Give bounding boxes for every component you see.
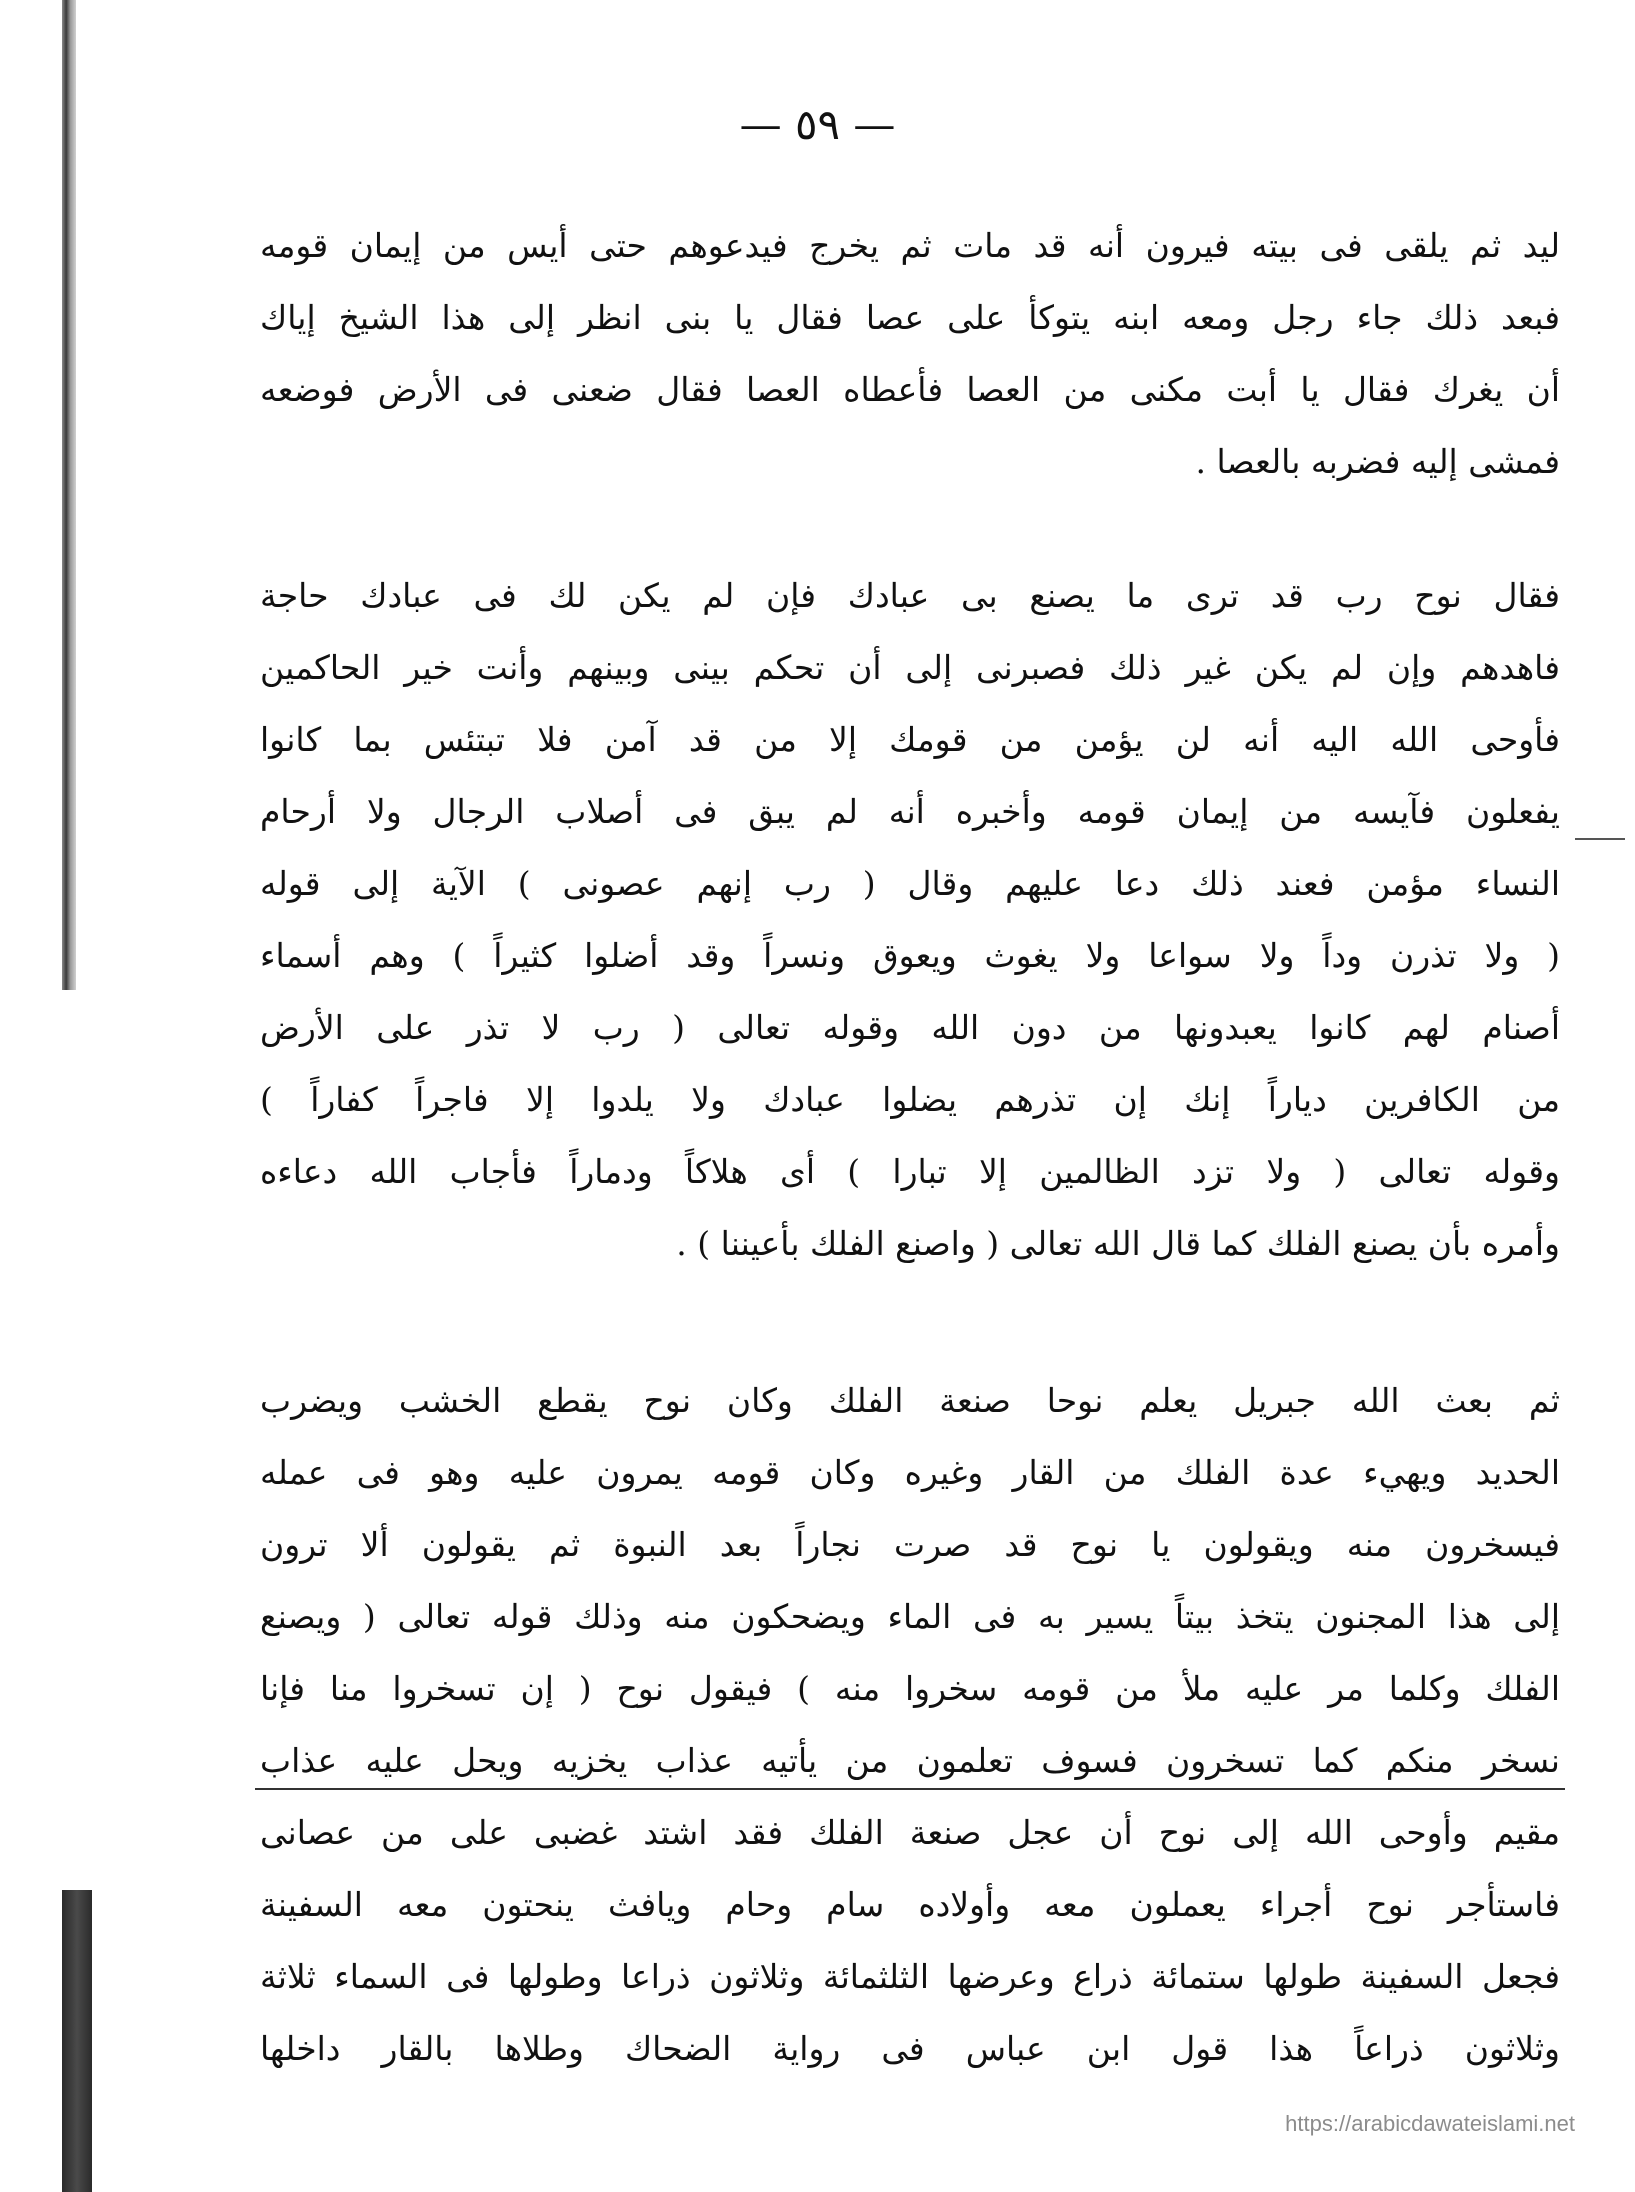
text-line: ليد ثم يلقى فى بيته فيرون أنه قد مات ثم يخرج فيدعوهم حتى أيس من إيمان قومه	[260, 226, 1560, 265]
text-line: الفلك وكلما مر عليه ملأ من قومه سخروا منه ) فيقول نوح ( إن تسخروا منا فإنا	[260, 1669, 1560, 1708]
text-line: فمشى إليه فضربه بالعصا .	[1195, 442, 1560, 481]
text-line: نسخر منكم كما تسخرون فسوف تعلمون من يأتيه عذاب يخزيه ويحل عليه عذاب	[260, 1741, 1560, 1780]
text-line: فاهدهم وإن لم يكن غير ذلك فصبرنى إلى أن تحكم بينى وبينهم وأنت خير الحاكمين	[260, 648, 1560, 687]
text-line: مقيم وأوحى الله إلى نوح أن عجل صنعة الفلك فقد اشتد غضبى على من عصانى	[260, 1813, 1560, 1852]
page-number: — ٥٩ —	[739, 100, 896, 149]
text-line: فجعل السفينة طولها ستمائة ذراع وعرضها الثلثمائة وثلاثون ذراعا وطولها فى السماء ثلاثة	[260, 1957, 1560, 1996]
text-line: فبعد ذلك جاء رجل ومعه ابنه يتوكأ على عصا فقال يا بنى انظر إلى هذا الشيخ إياك	[260, 298, 1560, 337]
text-line: فيسخرون منه ويقولون يا نوح قد صرت نجاراً بعد النبوة ثم يقولون ألا ترون	[260, 1525, 1560, 1564]
paragraph-3	[260, 1365, 1560, 2085]
text-line: الحديد ويهيء عدة الفلك من القار وغيره وكان قومه يمرون عليه وهو فى عمله	[260, 1453, 1560, 1492]
margin-mark	[1575, 838, 1625, 840]
text-line: ( ولا تذرن وداً ولا سواعا ولا يغوث ويعوق ونسراً وقد أضلوا كثيراً ) وهم أسماء	[260, 936, 1560, 975]
text-line: ثم بعث الله جبريل يعلم نوحا صنعة الفلك وكان نوح يقطع الخشب ويضرب	[260, 1381, 1560, 1420]
text-line: وأمره بأن يصنع الفلك كما قال الله تعالى ( واصنع الفلك بأعيننا ) .	[676, 1224, 1560, 1263]
text-line: إلى هذا المجنون يتخذ بيتاً يسير به فى الماء ويضحكون منه وذلك قوله تعالى ( ويصنع	[260, 1597, 1560, 1636]
underline-rule	[255, 1788, 1565, 1790]
text-line: وثلاثون ذراعاً هذا قول ابن عباس فى رواية الضحاك وطلاها بالقار داخلها	[260, 2029, 1560, 2068]
watermark: https://arabicdawateislami.net	[1285, 2111, 1575, 2136]
paragraph-2	[260, 560, 1560, 1280]
text-line: النساء مؤمن فعند ذلك دعا عليهم وقال ( رب إنهم عصونى ) الآية إلى قوله	[260, 864, 1560, 903]
text-line: فقال نوح رب قد ترى ما يصنع بى عبادك فإن لم يكن لك فى عبادك حاجة	[260, 576, 1560, 615]
text-line: من الكافرين دياراً إنك إن تذرهم يضلوا عبادك ولا يلدوا إلا فاجراً كفاراً )	[260, 1080, 1560, 1119]
text-line: فأوحى الله اليه أنه لن يؤمن من قومك إلا من قد آمن فلا تبتئس بما كانوا	[260, 720, 1560, 759]
text-line: فاستأجر نوح أجراء يعملون معه وأولاده سام وحام ويافث ينحتون معه السفينة	[260, 1885, 1560, 1924]
text-line: يفعلون فآيسه من إيمان قومه وأخبره أنه لم يبق فى أصلاب الرجال ولا أرحام	[260, 792, 1560, 831]
scan-edge-bottom	[62, 1890, 92, 2192]
paragraph-1	[260, 210, 1560, 498]
text-line: أن يغرك فقال يا أبت مكنى من العصا فأعطاه العصا فقال ضعنى فى الأرض فوضعه	[260, 370, 1560, 409]
text-line: وقوله تعالى ( ولا تزد الظالمين إلا تبارا ) أى هلاكاً ودماراً فأجاب الله دعاءه	[260, 1152, 1560, 1191]
text-line: أصنام لهم كانوا يعبدونها من دون الله وقوله تعالى ( رب لا تذر على الأرض	[260, 1008, 1560, 1047]
